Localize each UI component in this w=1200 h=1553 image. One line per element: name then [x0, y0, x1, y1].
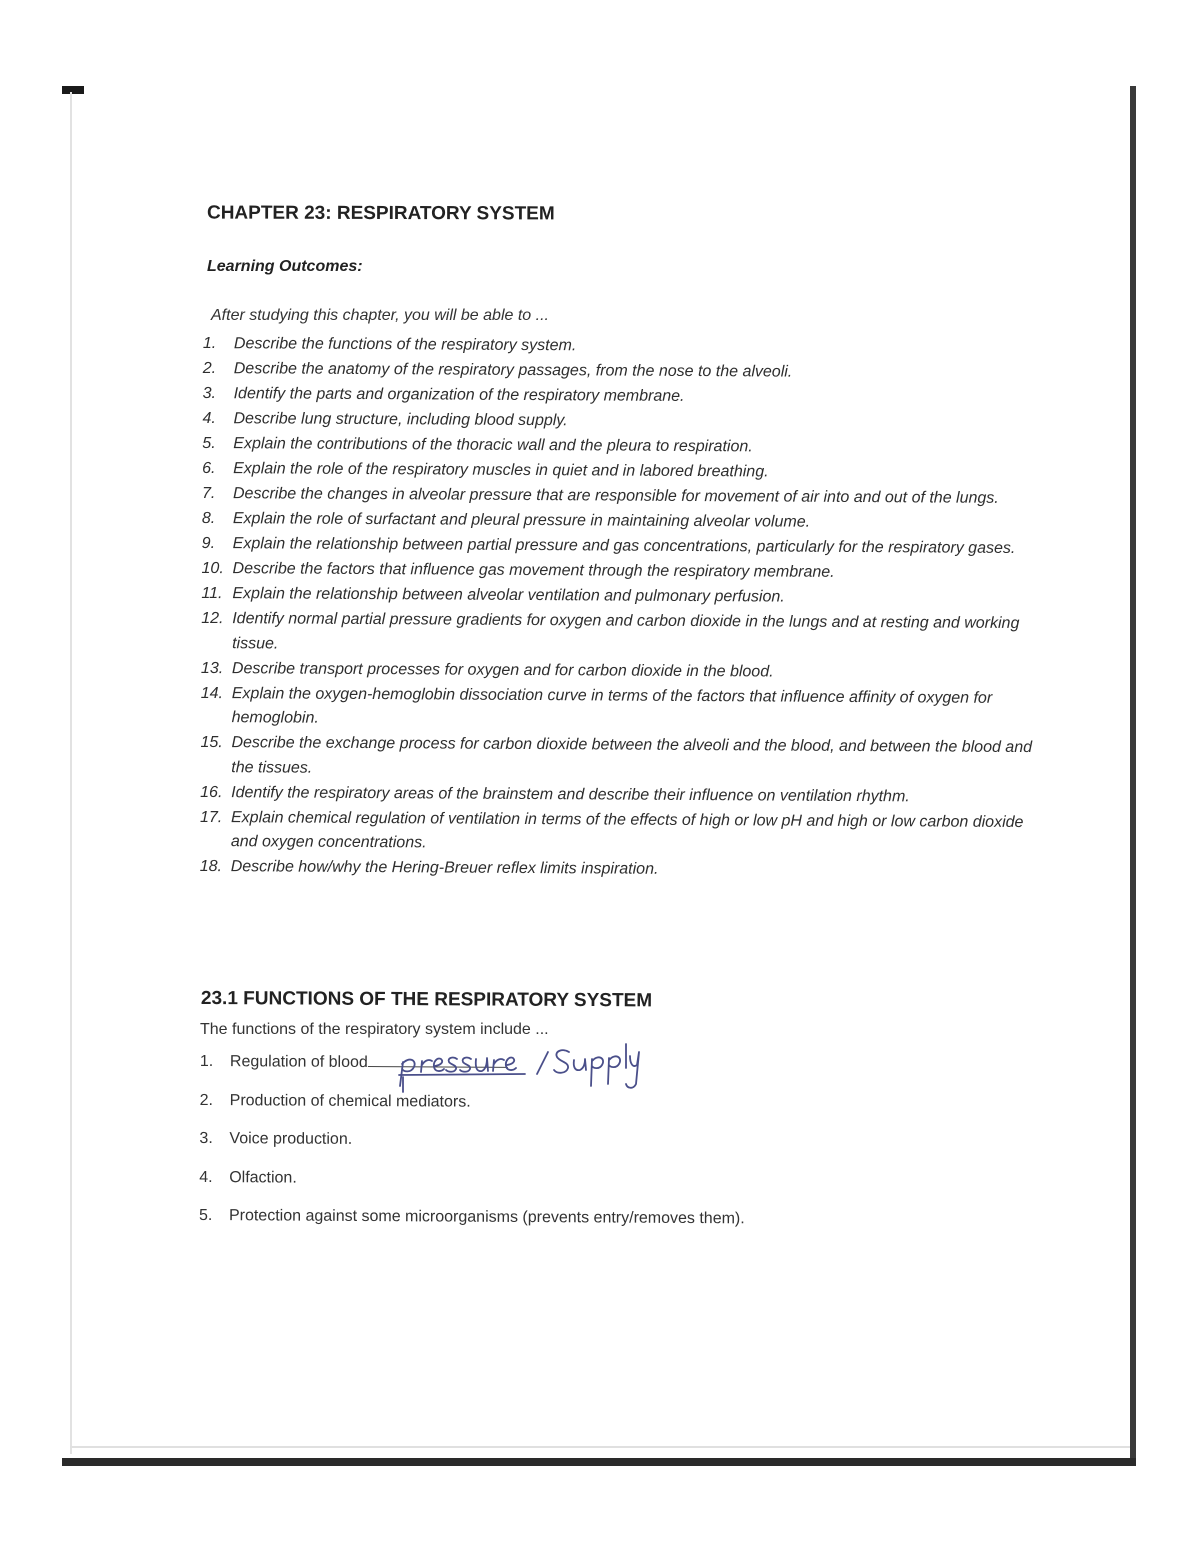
outcome-text: Explain the oxygen-hemoglobin dissociation curve in terms of the factors that influence affinity of oxygen for hemoglobin. — [231, 684, 993, 727]
section-intro: The functions of the respiratory system include ... — [200, 1021, 549, 1038]
outcome-text: Describe how/why the Hering-Breuer reflex limits inspiration. — [230, 858, 659, 878]
outcome-text: Describe the anatomy of the respiratory passages, from the nose to the alveoli. — [233, 360, 793, 381]
outcome-number: 8. — [201, 509, 216, 528]
outcome-item — [200, 731, 1050, 785]
outcome-item — [201, 607, 1051, 661]
outcome-text: Describe transport processes for oxygen and for carbon dioxide in the blood. — [231, 659, 774, 680]
outcome-text: Explain the relationship between partial pressure and gas concentrations, particularly for the respiratory gases. — [232, 535, 1016, 557]
outcome-number: 15. — [200, 733, 223, 752]
outcomes-heading: Learning Outcomes: — [207, 258, 363, 275]
outcome-number: 18. — [199, 857, 223, 876]
outcome-text: Explain the relationship between alveolar ventilation and pulmonary perfusion. — [232, 585, 785, 606]
outcome-text: Explain the role of surfactant and pleural pressure in maintaining alveolar volume. — [232, 510, 811, 531]
outcome-number: 17. — [199, 808, 223, 826]
outcome-text: Describe the exchange process for carbon dioxide between the alveoli and the blood, and between the blood and the tissues. — [231, 734, 1033, 777]
outcome-number: 4. — [202, 409, 216, 428]
handwritten-answer — [397, 1040, 642, 1100]
outcome-text: Describe the functions of the respiratory system. — [233, 335, 577, 355]
outcome-text: Describe lung structure, including blood supply. — [233, 410, 568, 430]
function-text: Voice production. — [229, 1130, 353, 1148]
function-text: Production of chemical mediators. — [229, 1091, 471, 1111]
chapter-title: CHAPTER 23: RESPIRATORY SYSTEM — [206, 202, 555, 225]
outcome-number: 13. — [200, 659, 224, 677]
outcome-number: 7. — [201, 484, 216, 503]
outcome-number: 6. — [202, 459, 216, 478]
outcome-item — [200, 855, 1050, 885]
function-item — [199, 1127, 899, 1170]
outcome-number: 9. — [201, 534, 216, 553]
outcome-text: Describe the changes in alveolar pressure that are responsible for movement of air into and out of the lungs. — [232, 485, 999, 507]
outcome-text: Identify normal partial pressure gradients for oxygen and carbon dioxide in the lungs and at resting and working tissue. — [232, 610, 1020, 652]
outcome-number: 10. — [201, 559, 224, 578]
outcome-text: Identify the parts and organization of the respiratory membrane. — [233, 385, 685, 405]
outcome-item — [200, 805, 1050, 859]
outcome-text: Describe the factors that influence gas movement through the respiratory membrane. — [232, 560, 835, 581]
function-number: 5. — [198, 1206, 213, 1225]
outcome-number: 14. — [200, 684, 224, 702]
section-heading: 23.1 FUNCTIONS OF THE RESPIRATORY SYSTEM — [200, 988, 653, 1012]
outcome-number: 16. — [200, 783, 223, 801]
function-text: Olfaction. — [229, 1168, 297, 1187]
learning-outcomes-list — [200, 332, 1053, 885]
outcome-text: Explain the role of the respiratory muscles in quiet and in labored breathing. — [233, 460, 769, 481]
outcome-number: 12. — [201, 609, 224, 628]
function-item — [199, 1204, 899, 1247]
outcome-number: 3. — [202, 384, 217, 403]
function-number: 4. — [199, 1168, 213, 1186]
outcome-text: Explain chemical regulation of ventilation in terms of the effects of high or low pH and high or low carbon dioxide and oxygen concentrations. — [230, 808, 1024, 852]
outcome-number: 1. — [202, 334, 217, 353]
outcomes-intro: After studying this chapter, you will be able to ... — [211, 307, 549, 324]
function-text: Regulation of blood — [229, 1053, 368, 1072]
outcome-text: Explain the contributions of the thoracic wall and the pleura to respiration. — [233, 435, 753, 456]
outcome-item — [201, 681, 1051, 735]
function-text: Protection against some microorganisms (prevents entry/removes them). — [228, 1207, 745, 1228]
function-number: 1. — [199, 1053, 214, 1071]
outcome-text: Identify the respiratory areas of the brainstem and describe their influence on ventilation rhythm. — [231, 783, 910, 805]
outcome-number: 11. — [201, 584, 223, 603]
outcome-number: 5. — [202, 434, 216, 453]
outcome-number: 2. — [202, 359, 217, 378]
function-number: 2. — [199, 1091, 214, 1109]
function-number: 3. — [199, 1129, 213, 1148]
function-item — [199, 1165, 899, 1208]
